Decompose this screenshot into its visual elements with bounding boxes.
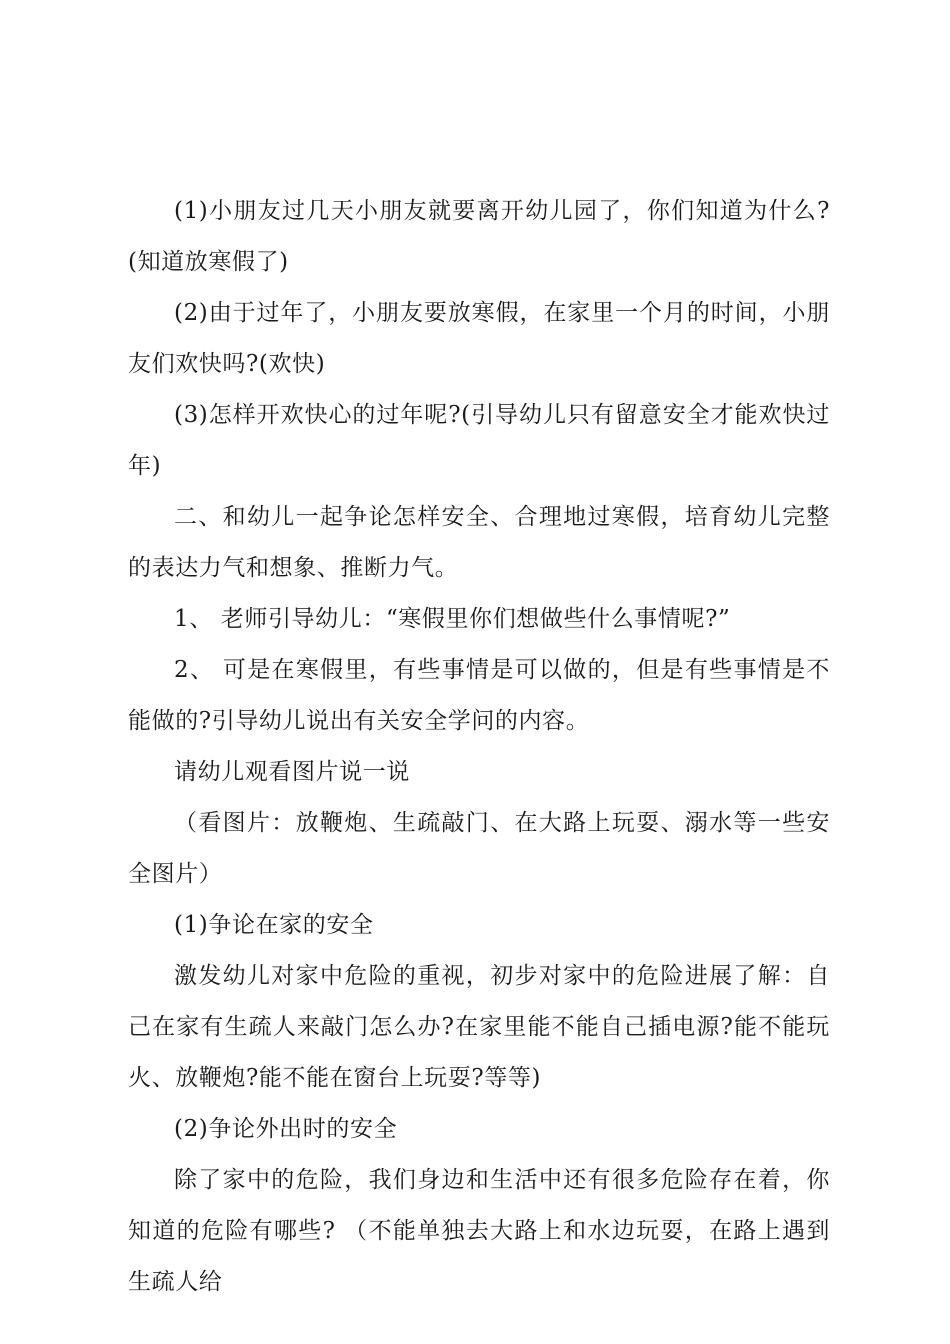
document-body: [128, 186, 830, 1308]
paragraph-outdoor-safety: 除了家中的危险，我们身边和生活中还有很多危险存在着，你知道的危险有哪些? （不能单独去大路上和水边玩耍，在路上遇到生疏人给: [128, 1167, 830, 1295]
paragraph-step-2: 2、 可是在寒假里，有些事情是可以做的，但是有些事情是不能做的?引导幼儿说出有关安全学问的内容。: [128, 657, 830, 734]
subheading-outdoor-safety: (2)争论外出时的安全: [174, 1116, 398, 1142]
paragraph-step-1: 1、 老师引导幼儿：“寒假里你们想做些什么事情呢?”: [174, 606, 731, 632]
paragraph-question-1: (1)小朋友过几天小朋友就要离开幼儿园了，你们知道为什么?(知道放寒假了): [128, 198, 830, 275]
section-heading-2: 二、和幼儿一起争论怎样安全、合理地过寒假，培育幼儿完整的表达力气和想象、推断力气。: [128, 504, 830, 581]
paragraph-question-2: (2)由于过年了，小朋友要放寒假，在家里一个月的时间，小朋友们欢快吗?(欢快): [128, 300, 830, 377]
paragraph-picture-prompt: 请幼儿观看图片说一说: [174, 759, 410, 785]
subheading-home-safety: (1)争论在家的安全: [174, 912, 374, 938]
paragraph-home-safety: 激发幼儿对家中危险的重视，初步对家中的危险进展了解：自己在家有生疏人来敲门怎么办?在家里能不能自己插电源?能不能玩火、放鞭炮?能不能在窗台上玩耍?等等): [128, 963, 830, 1091]
paragraph-picture-list: （看图片：放鞭炮、生疏敲门、在大路上玩耍、溺水等一些安全图片）: [128, 810, 830, 887]
paragraph-question-3: (3)怎样开欢快心的过年呢?(引导幼儿只有留意安全才能欢快过年): [128, 402, 830, 479]
